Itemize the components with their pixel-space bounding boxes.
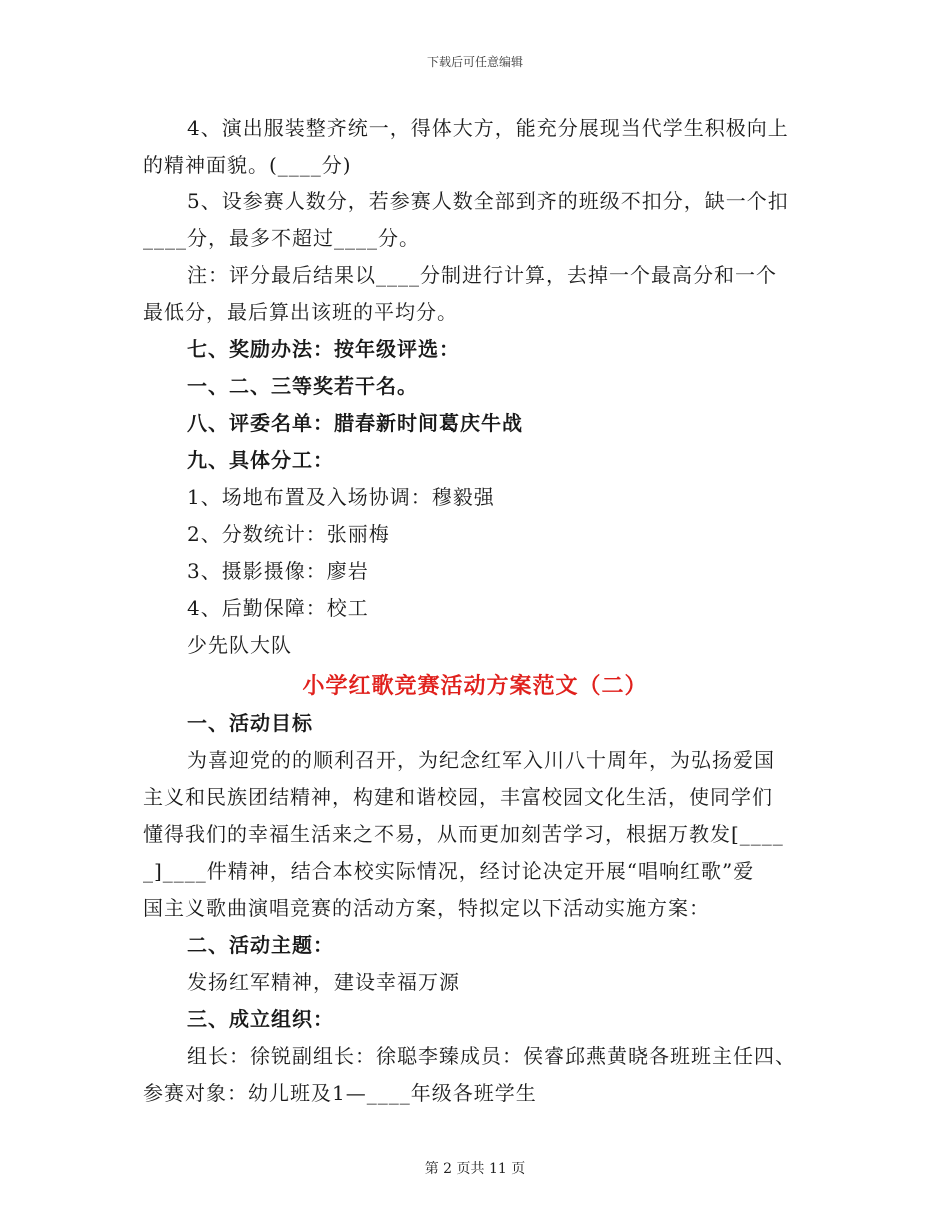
section-heading: 八、评委名单：腊春新时间葛庆牛战 bbox=[187, 411, 523, 435]
paragraph-line: 最低分，最后算出该班的平均分。 bbox=[143, 300, 458, 324]
paragraph-line: ____分，最多不超过____分。 bbox=[143, 226, 420, 250]
page-footer: 第 2 页共 11 页 bbox=[424, 1161, 526, 1177]
paragraph-line: _]____件精神，结合本校实际情况，经讨论决定开展“唱响红歌”爱 bbox=[143, 859, 755, 883]
paragraph-line: 为喜迎党的的顺利召开，为纪念红军入川八十周年，为弘扬爱国 bbox=[187, 748, 775, 772]
paragraph-line: 5、设参赛人数分，若参赛人数全部到齐的班级不扣分，缺一个扣 bbox=[187, 189, 789, 213]
paragraph-line: 组长：徐锐副组长：徐聪李臻成员：侯睿邱燕黄晓各班班主任四、 bbox=[187, 1044, 796, 1068]
list-item: 3、摄影摄像：廖岩 bbox=[187, 559, 369, 583]
section-heading: 三、成立组织： bbox=[187, 1007, 334, 1031]
section-heading: 七、奖励办法：按年级评选： bbox=[187, 337, 460, 361]
paragraph-line: 的精神面貌。(____分) bbox=[143, 153, 352, 177]
list-item: 2、分数统计：张丽梅 bbox=[187, 522, 390, 546]
section-heading: 一、二、三等奖若干名。 bbox=[187, 374, 418, 398]
section-heading: 二、活动主题： bbox=[187, 933, 334, 957]
list-item: 1、场地布置及入场协调：穆毅强 bbox=[187, 485, 495, 509]
paragraph-line: 4、演出服装整齐统一，得体大方，能充分展现当代学生积极向上 bbox=[187, 116, 789, 140]
paragraph-line: 注：评分最后结果以____分制进行计算，去掉一个最高分和一个 bbox=[187, 263, 777, 287]
signature-line: 少先队大队 bbox=[187, 633, 292, 657]
document-title: 小学红歌竞赛活动方案范文（二） bbox=[302, 673, 648, 699]
section-heading: 一、活动目标 bbox=[187, 711, 313, 735]
section-heading: 九、具体分工： bbox=[187, 448, 334, 472]
paragraph-line: 懂得我们的幸福生活来之不易，从而更加刻苦学习，根据万教发[____ bbox=[143, 822, 784, 846]
page-header: 下载后可任意编辑 bbox=[426, 55, 523, 69]
list-item: 4、后勤保障：校工 bbox=[187, 596, 369, 620]
paragraph-line: 国主义歌曲演唱竞赛的活动方案，特拟定以下活动实施方案： bbox=[143, 896, 710, 920]
paragraph-line: 主义和民族团结精神，构建和谐校园，丰富校园文化生活，使同学们 bbox=[143, 785, 773, 809]
paragraph-line: 发扬红军精神，建设幸福万源 bbox=[187, 970, 460, 994]
paragraph-line: 参赛对象：幼儿班及1—____年级各班学生 bbox=[143, 1081, 537, 1105]
